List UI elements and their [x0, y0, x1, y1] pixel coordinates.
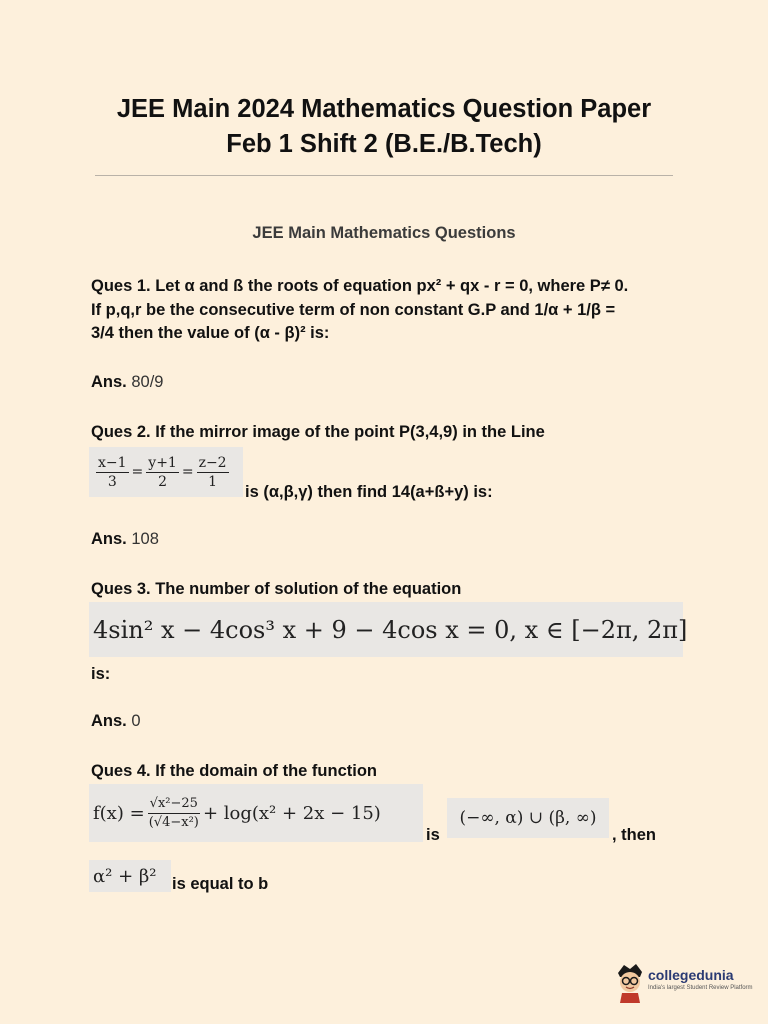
student-mascot-icon [614, 963, 646, 1003]
answer-value: 0 [131, 712, 141, 730]
sum-expression-image: α² + β² [89, 860, 171, 892]
fraction-x: $\frac{x-1}{3}$ [98, 454, 127, 490]
answer-2 [91, 530, 159, 549]
fraction-y: $\frac{y+1}{2}$ [148, 454, 177, 490]
trig-equation-image: 4sin² x − 4cos³ x + 9 − 4cos x = 0, x ∈ [−2π, 2π] [89, 602, 683, 657]
answer-value: 80/9 [131, 373, 164, 391]
answer-label: Ans. [91, 712, 127, 730]
answer-3 [91, 712, 141, 731]
brand-name: collegedunia [648, 967, 734, 983]
answer-label: Ans. [91, 373, 127, 391]
question-2-continuation: is (α,β,γ) then find 14(a+ß+y) is: [245, 483, 493, 501]
brand-tagline: India's largest Student Review Platform [648, 985, 753, 991]
question-1-line-3: 3/4 then the value of (α - β)² is: [91, 324, 330, 342]
fraction-z: $\frac{z-2}{1}$ [198, 454, 227, 490]
title-divider [95, 175, 673, 176]
question-4-continuation: is equal to b [172, 875, 269, 893]
question-1-line-2: If p,q,r be the consecutive term of non constant G.P and 1/α + 1/β = [91, 300, 616, 319]
line-equation-image: $\frac{x-1}{3}$ = $\frac{y+1}{2}$ = $\frac{z-2}{1}$ [89, 447, 243, 497]
question-2-line-1: Ques 2. If the mirror image of the point P(3,4,9) in the Line [91, 423, 545, 441]
question-3-line-1: Ques 3. The number of solution of the equation [91, 580, 462, 598]
question-1-line-1: Ques 1. Let α and ß the roots of equation px² + qx - r = 0, where P≠ 0. [91, 277, 629, 295]
answer-1 [91, 373, 163, 392]
title-line-2: Feb 1 Shift 2 (B.E./B.Tech) [226, 130, 542, 158]
answer-label: Ans. [91, 530, 127, 548]
page-title [0, 92, 768, 162]
then-label: , then [612, 826, 656, 844]
section-heading: JEE Main Mathematics Questions [252, 224, 516, 242]
fraction-root: $\frac{\text{√x²−25}}{\text{(√4−x²)}}$ [148, 795, 199, 830]
question-3-continuation: is: [91, 665, 111, 683]
collegedunia-logo [614, 963, 753, 1003]
domain-interval-image: (−∞, α) ∪ (β, ∞) [447, 798, 609, 838]
is-label: is [426, 826, 440, 844]
title-line-1: JEE Main 2024 Mathematics Question Paper [116, 95, 652, 123]
question-1 [91, 275, 628, 346]
answer-value: 108 [131, 530, 159, 548]
function-equation-image: f(x) = $\frac{\text{√x²−25}}{\text{(√4−x²)}}$ + log(x² + 2x − 15) [89, 784, 423, 842]
question-4-line-1: Ques 4. If the domain of the function [91, 762, 378, 780]
